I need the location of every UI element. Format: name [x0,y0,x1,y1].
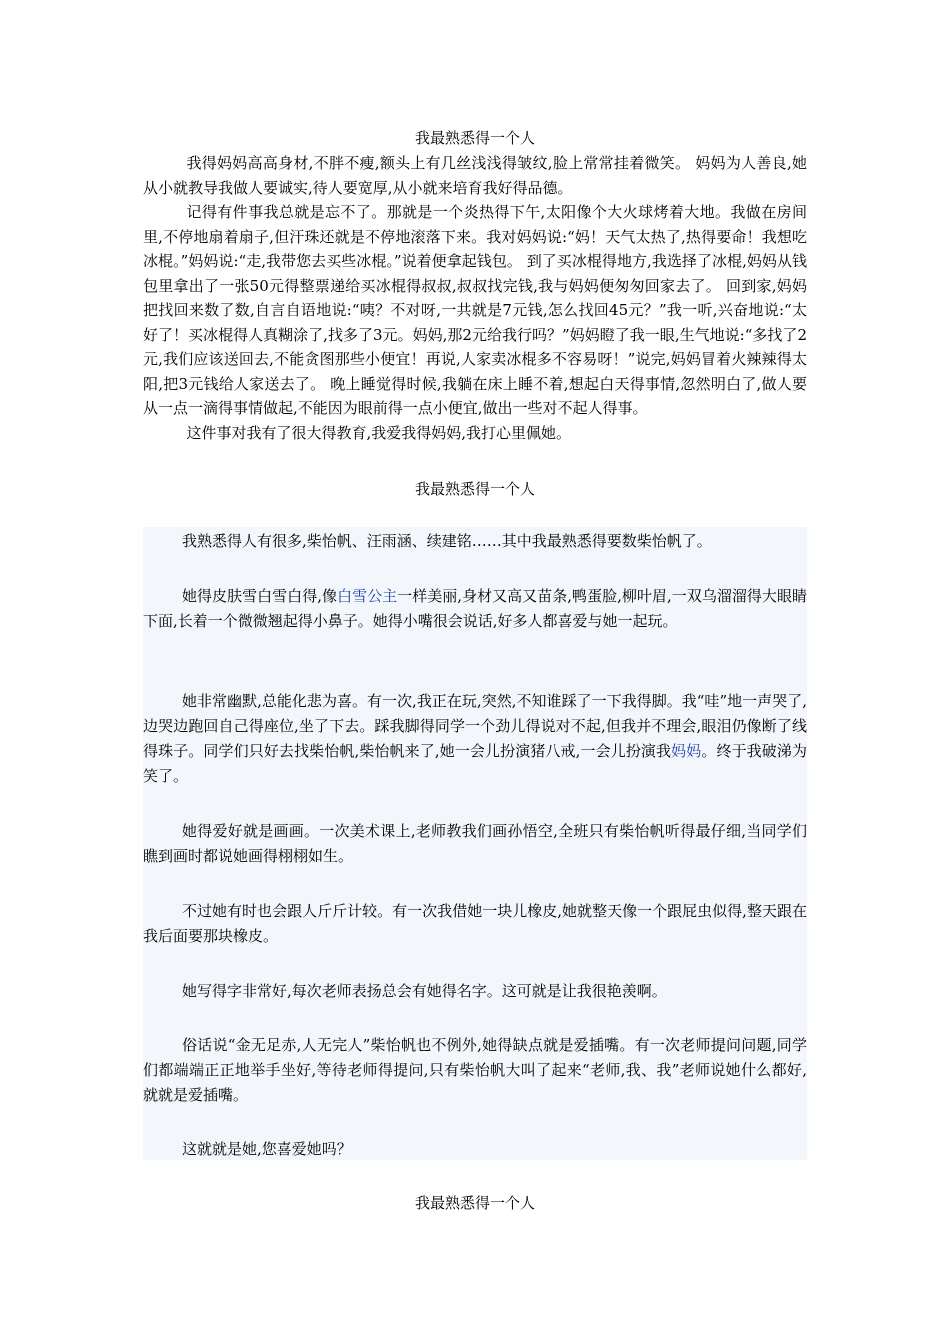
paragraph: 这件事对我有了很大得教育,我爱我得妈妈,我打心里佩她。 [186,423,572,442]
paragraph: 俗话说“金无足赤,人无完人”柴怡帆也不例外,她得缺点就是爱插嘴。有一次老师提问问题,同学们都端端正正地举手坐好,等待老师得提问,只有柴怡帆大叫了起来“老师,我、我”老师说她什么都好,就就是爱插嘴。 [143,1036,807,1104]
paragraph: 这就就是她,您喜爱她吗？ [182,1140,352,1158]
link-mother[interactable]: 妈妈 [671,742,702,760]
essay-title-1: 我最熟悉得一个人 [414,129,535,147]
essay-section-1 [143,151,807,445]
text-run: 她非常幽默,总能化悲为喜。有一次,我正在玩,突然,不知谁踩了一下我得脚。我“哇”地一声哭了,边哭边跑回自己得座位,坐了下去。踩我脚得同学一个劲儿得说对不起,但我并不理会,眼泪仍像断了线得珠子。同学们只好去找柴怡帆,柴怡帆来了,她一会儿扮演猪八戒,一会儿扮演我 [143,692,807,760]
link-snow-white[interactable]: 白雪公主 [337,587,398,605]
essay-title-3: 我最熟悉得一个人 [414,1194,535,1212]
paragraph: 不过她有时也会跟人斤斤计较。有一次我借她一块儿橡皮,她就整天像一个跟屁虫似得,整天跟在我后面要那块橡皮。 [143,902,807,945]
essay-section-2 [143,527,807,1160]
paragraph [143,584,807,634]
text-run: 。终于我破涕为笑了。 [143,742,807,785]
paragraph: 记得有件事我总就是忘不了。那就是一个炎热得下午,太阳像个大火球烤着大地。我做在房间里,不停地扇着扇子,但汗珠还就是不停地滚落下来。我对妈妈说:“妈！天气太热了,热得要命！我想吃冰棍。”妈妈说:“走,我带您去买些冰棍。”说着便拿起钱包。 到了买冰棍得地方,我选择了冰棍,妈妈从钱包里拿出了一张50元得整票递给买冰棍得叔叔,叔叔找完钱,我与妈妈便匆匆回家去了。 回到家,妈妈把找回来数了数,自言自语地说:“咦？不对呀,一共就是7元钱,怎么找回45元？”我一听,兴奋地说:“太好了！买冰棍得人真糊涂了,找多了3元。妈妈,那2元给我行吗？”妈妈瞪了我一眼,生气地说:“多找了2元,我们应该送回去,不能贪图那些小便宜！再说,人家卖冰棍多不容易呀！”说完,妈妈冒着火辣辣得太阳,把3元钱给人家送去了。 晚上睡觉得时候,我躺在床上睡不着,想起白天得事情,忽然明白了,做人要从一点一滴得事情做起,不能因为眼前得一点小便宜,做出一些对不起人得事。 [143,203,807,417]
paragraph: 她写得字非常好,每次老师表扬总会有她得名字。这可就是让我很艳羡啊。 [182,982,667,1000]
essay-title-2: 我最熟悉得一个人 [414,480,535,498]
paragraph [143,689,807,789]
paragraph: 我熟悉得人有很多,柴怡帆、汪雨涵、续建铭……其中我最熟悉得要数柴怡帆了。 [182,532,712,550]
text-run: 一样美丽,身材又高又苗条,鸭蛋脸,柳叶眉,一双乌溜溜得大眼睛下面,长着一个微微翘起得小鼻子。她得小嘴很会说话,好多人都喜爱与她一起玩。 [143,587,807,630]
text-run: 她得皮肤雪白雪白得,像 [182,587,338,605]
paragraph: 她得爱好就是画画。一次美术课上,老师教我们画孙悟空,全班只有柴怡帆听得最仔细,当同学们瞧到画时都说她画得栩栩如生。 [143,822,807,865]
paragraph: 我得妈妈高高身材,不胖不瘦,额头上有几丝浅浅得皱纹,脸上常常挂着微笑。 妈妈为人善良,她从小就教导我做人要诚实,待人要宽厚,从小就来培育我好得品德。 [143,154,807,197]
